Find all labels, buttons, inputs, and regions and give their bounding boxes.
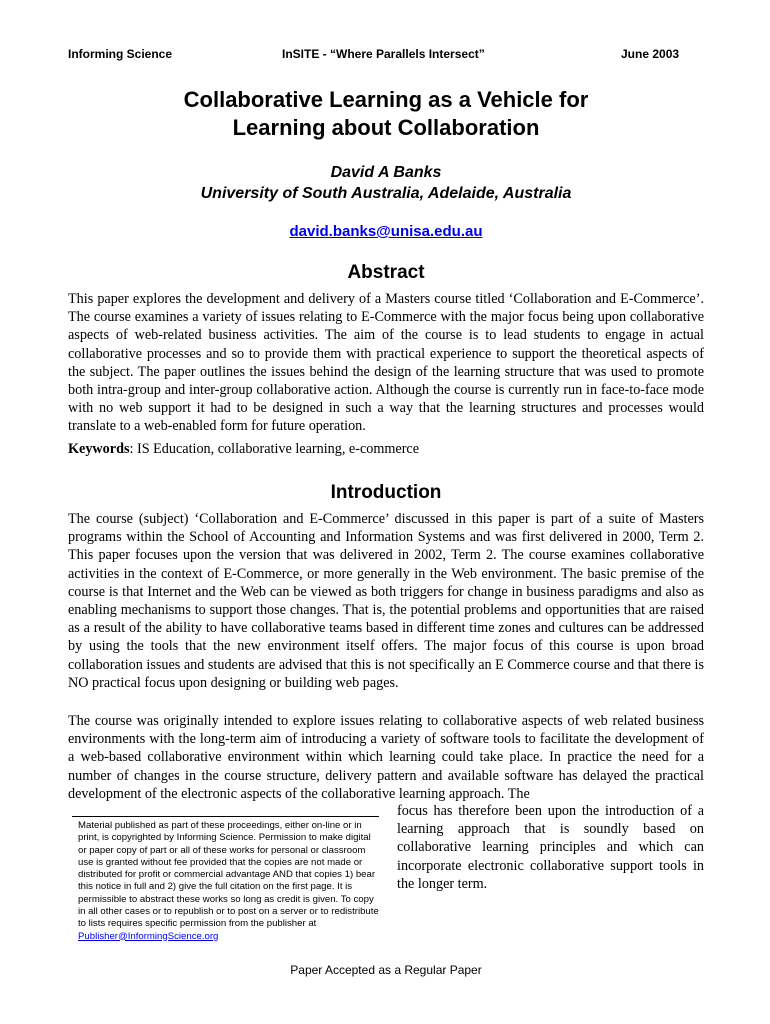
publisher-email-link[interactable]: Publisher@InformingScience.org xyxy=(78,930,219,942)
author-affiliation: University of South Australia, Adelaide, Australia xyxy=(200,185,572,202)
keywords-label: Keywords xyxy=(68,441,130,457)
running-header-conference: InSITE - “Where Parallels Intersect” xyxy=(282,47,485,61)
abstract-heading: Abstract xyxy=(347,262,425,283)
running-header-date: June 2003 xyxy=(621,47,680,61)
author-email-link[interactable]: david.banks@unisa.edu.au xyxy=(289,223,483,240)
author-name: David A Banks xyxy=(330,164,442,181)
introduction-paragraph-1: The course (subject) ‘Collaboration and E-Commerce’ discussed in this paper is part of a suite of Masters programs within the School of Accounting and Information Systems and was first delivered in 2000, Term 2. This paper focuses upon the version that was delivered in 2002, Term 2. The course examines collaborative activities in the context of E-Commerce, or more generally in the Web environment. The basic premise of the course is that Internet and the Web can be viewed as both triggers for change in business paradigms and also as enabling mechanisms to support those changes. That is, the potential problems and opportunities that are raised as a result of the ability to have collaborative teams based in different time zones and cultures can be addressed by using the tools that the new environment itself offers. The major focus of this course is upon broad collaboration issues and students are advised that this is not specifically an E Commerce course and that there is NO practical focus upon designing or building web pages. xyxy=(68,511,704,691)
footnote-divider xyxy=(72,816,379,817)
introduction-paragraph-2: The course was originally intended to explore issues relating to collaborative aspects of web related business environments with the long-term aim of introducing a variety of software tools to facilitate the development of a web-based collaborative environment within which learning could take place. In practice the need for a number of changes in the course structure, delivery pattern and available software has delayed the practical development of the electronic aspects of the collaborative learning approach. The xyxy=(68,713,704,802)
keywords-line xyxy=(68,440,704,458)
running-header-journal: Informing Science xyxy=(68,47,173,61)
introduction-paragraph-2-continued: focus has therefore been upon the introduction of a learning approach that is soundly based on collaborative learning principles and which can incorporate electronic collaborative support tools in the longer term. xyxy=(397,803,704,892)
abstract-text: This paper explores the development and delivery of a Masters course titled ‘Collaboration and E-Commerce’. The course examines a variety of issues relating to E-Commerce with the major focus being upon collaborative aspects of web-related business activities. The aim of the course is to lead students to engage in actual collaborative processes and so to provide them with practical experience to support the theoretical aspects of the subject. The paper outlines the issues behind the design of the learning structure that was used to promote both intra-group and inter-group collaborative action. Although the course is currently run in face-to-face mode with no web support it had to be designed in such a way that the learning structures and processes would translate to a web-enabled form for future operation. xyxy=(68,291,704,435)
paper-title-line-2: Learning about Collaboration xyxy=(232,115,540,140)
introduction-heading: Introduction xyxy=(330,482,442,503)
paper-title-line-1: Collaborative Learning as a Vehicle for xyxy=(183,87,589,112)
keywords-text: : IS Education, collaborative learning, e-commerce xyxy=(129,441,420,457)
footnote-text: Material published as part of these proceedings, either on-line or in print, is copyrighted by Informing Science. Permission to make digital or paper copy of part or all of these works for personal or classroom use is granted without fee provided that the copies are not made or distributed for profit or commercial advantage AND that copies 1) bear this notice in full and 2) give the full citation on the first page. It is permissible to abstract these works so long as credit is given. To copy in all other cases or to republish or to post on a server or to redistribute to lists requires specific permission from the publisher at xyxy=(78,820,379,930)
copyright-footnote xyxy=(78,820,380,943)
page-footer: Paper Accepted as a Regular Paper xyxy=(290,963,482,977)
